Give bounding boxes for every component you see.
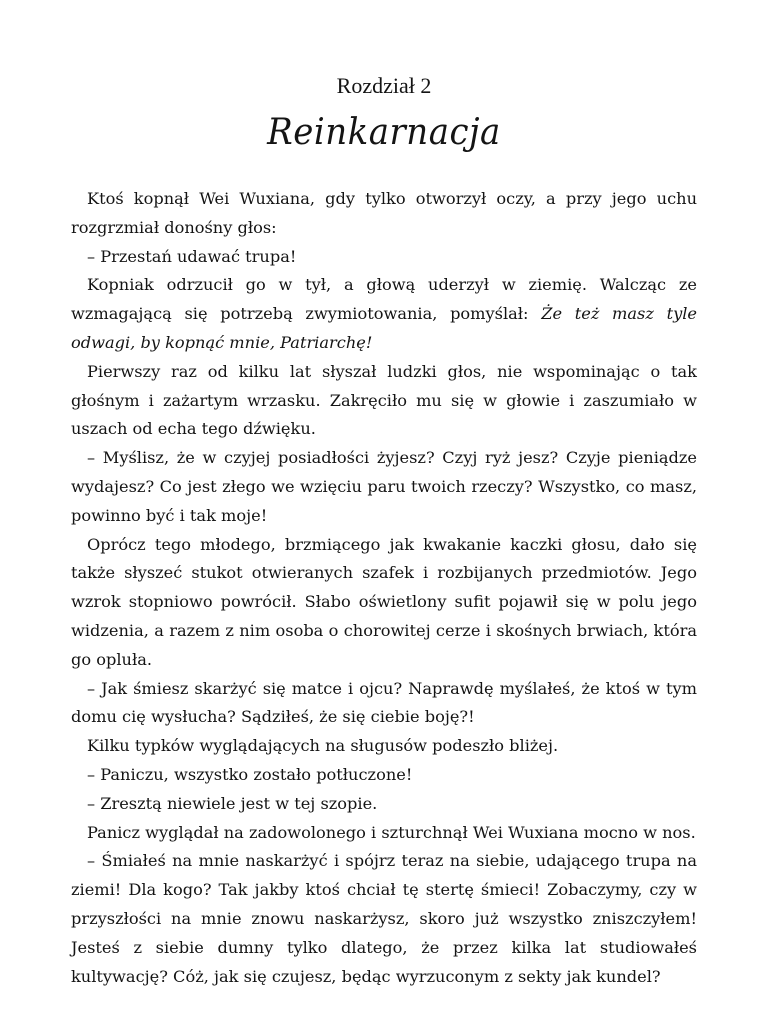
chapter-title: Reinkarnacja xyxy=(267,110,501,154)
book-page xyxy=(71,70,697,991)
dialogue-line: – Przestań udawać trupa! xyxy=(87,246,297,266)
paragraph: Oprócz tego młodego, brzmiącego jak kwakanie kaczki głosu, dało się także słyszeć stukot otwieranych szafek i rozbijanych przedmiotów. Jego wzrok stopniowo powrócił. Słabo oświetlony sufit pojawił się w polu jego widzenia, a razem z nim osoba o chorowitej cerze i skośnych brwiach, która go opluła. xyxy=(71,534,697,669)
chapter-number: Rozdział 2 xyxy=(336,73,432,98)
dialogue-line: – Zresztą niewiele jest w tej szopie. xyxy=(87,793,378,813)
italic-thought: Że też masz tyle odwagi, by kopnąć mnie, Patriarchę! xyxy=(71,304,697,352)
paragraph xyxy=(71,271,697,357)
paragraph: Panicz wyglądał na zadowolonego i szturchnął Wei Wuxiana mocno w nos. xyxy=(87,822,696,842)
chapter-body xyxy=(71,185,697,991)
paragraph: Kilku typków wyglądających na sługusów podeszło bliżej. xyxy=(87,736,559,756)
paragraph-text: Kopniak odrzucił go w tył, a głową uderzył w ziemię. Walcząc ze wzmagającą się potrzebą zwymiotowania, pomyślał: xyxy=(71,275,697,324)
dialogue-line: – Śmiałeś na mnie naskarżyć i spójrz teraz na siebie, udającego trupa na ziemi! Dla kogo? Tak jakby ktoś chciał tę stertę śmieci! Zobaczymy, czy w przyszłości na mnie znowu naskarżysz, skoro już wszystko zniszczyłem! Jesteś z siebie dumny tylko dlatego, że przez kilka lat studiowałeś kultywację? Cóż, jak się czujesz, będąc wyrzuconym z sekty jak kundel? xyxy=(71,851,697,986)
paragraph: Pierwszy raz od kilku lat słyszał ludzki głos, nie wspominając o tak głośnym i zażartym wrzasku. Zakręciło mu się w głowie i zaszumiało w uszach od echa tego dźwięku. xyxy=(71,361,697,439)
dialogue-line: – Jak śmiesz skarżyć się matce i ojcu? Naprawdę myślałeś, że ktoś w tym domu cię wysłucha? Sądziłeś, że się ciebie boję?! xyxy=(71,678,697,727)
dialogue-line: – Myślisz, że w czyjej posiadłości żyjesz? Czyj ryż jesz? Czyje pieniądze wydajesz? Co jest złego we wzięciu paru twoich rzeczy? Wszystko, co masz, powinno być i tak moje! xyxy=(71,448,697,525)
paragraph: Ktoś kopnął Wei Wuxiana, gdy tylko otworzył oczy, a przy jego uchu rozgrzmiał donośny głos: xyxy=(71,189,697,237)
dialogue-line: – Paniczu, wszystko zostało potłuczone! xyxy=(87,764,413,784)
